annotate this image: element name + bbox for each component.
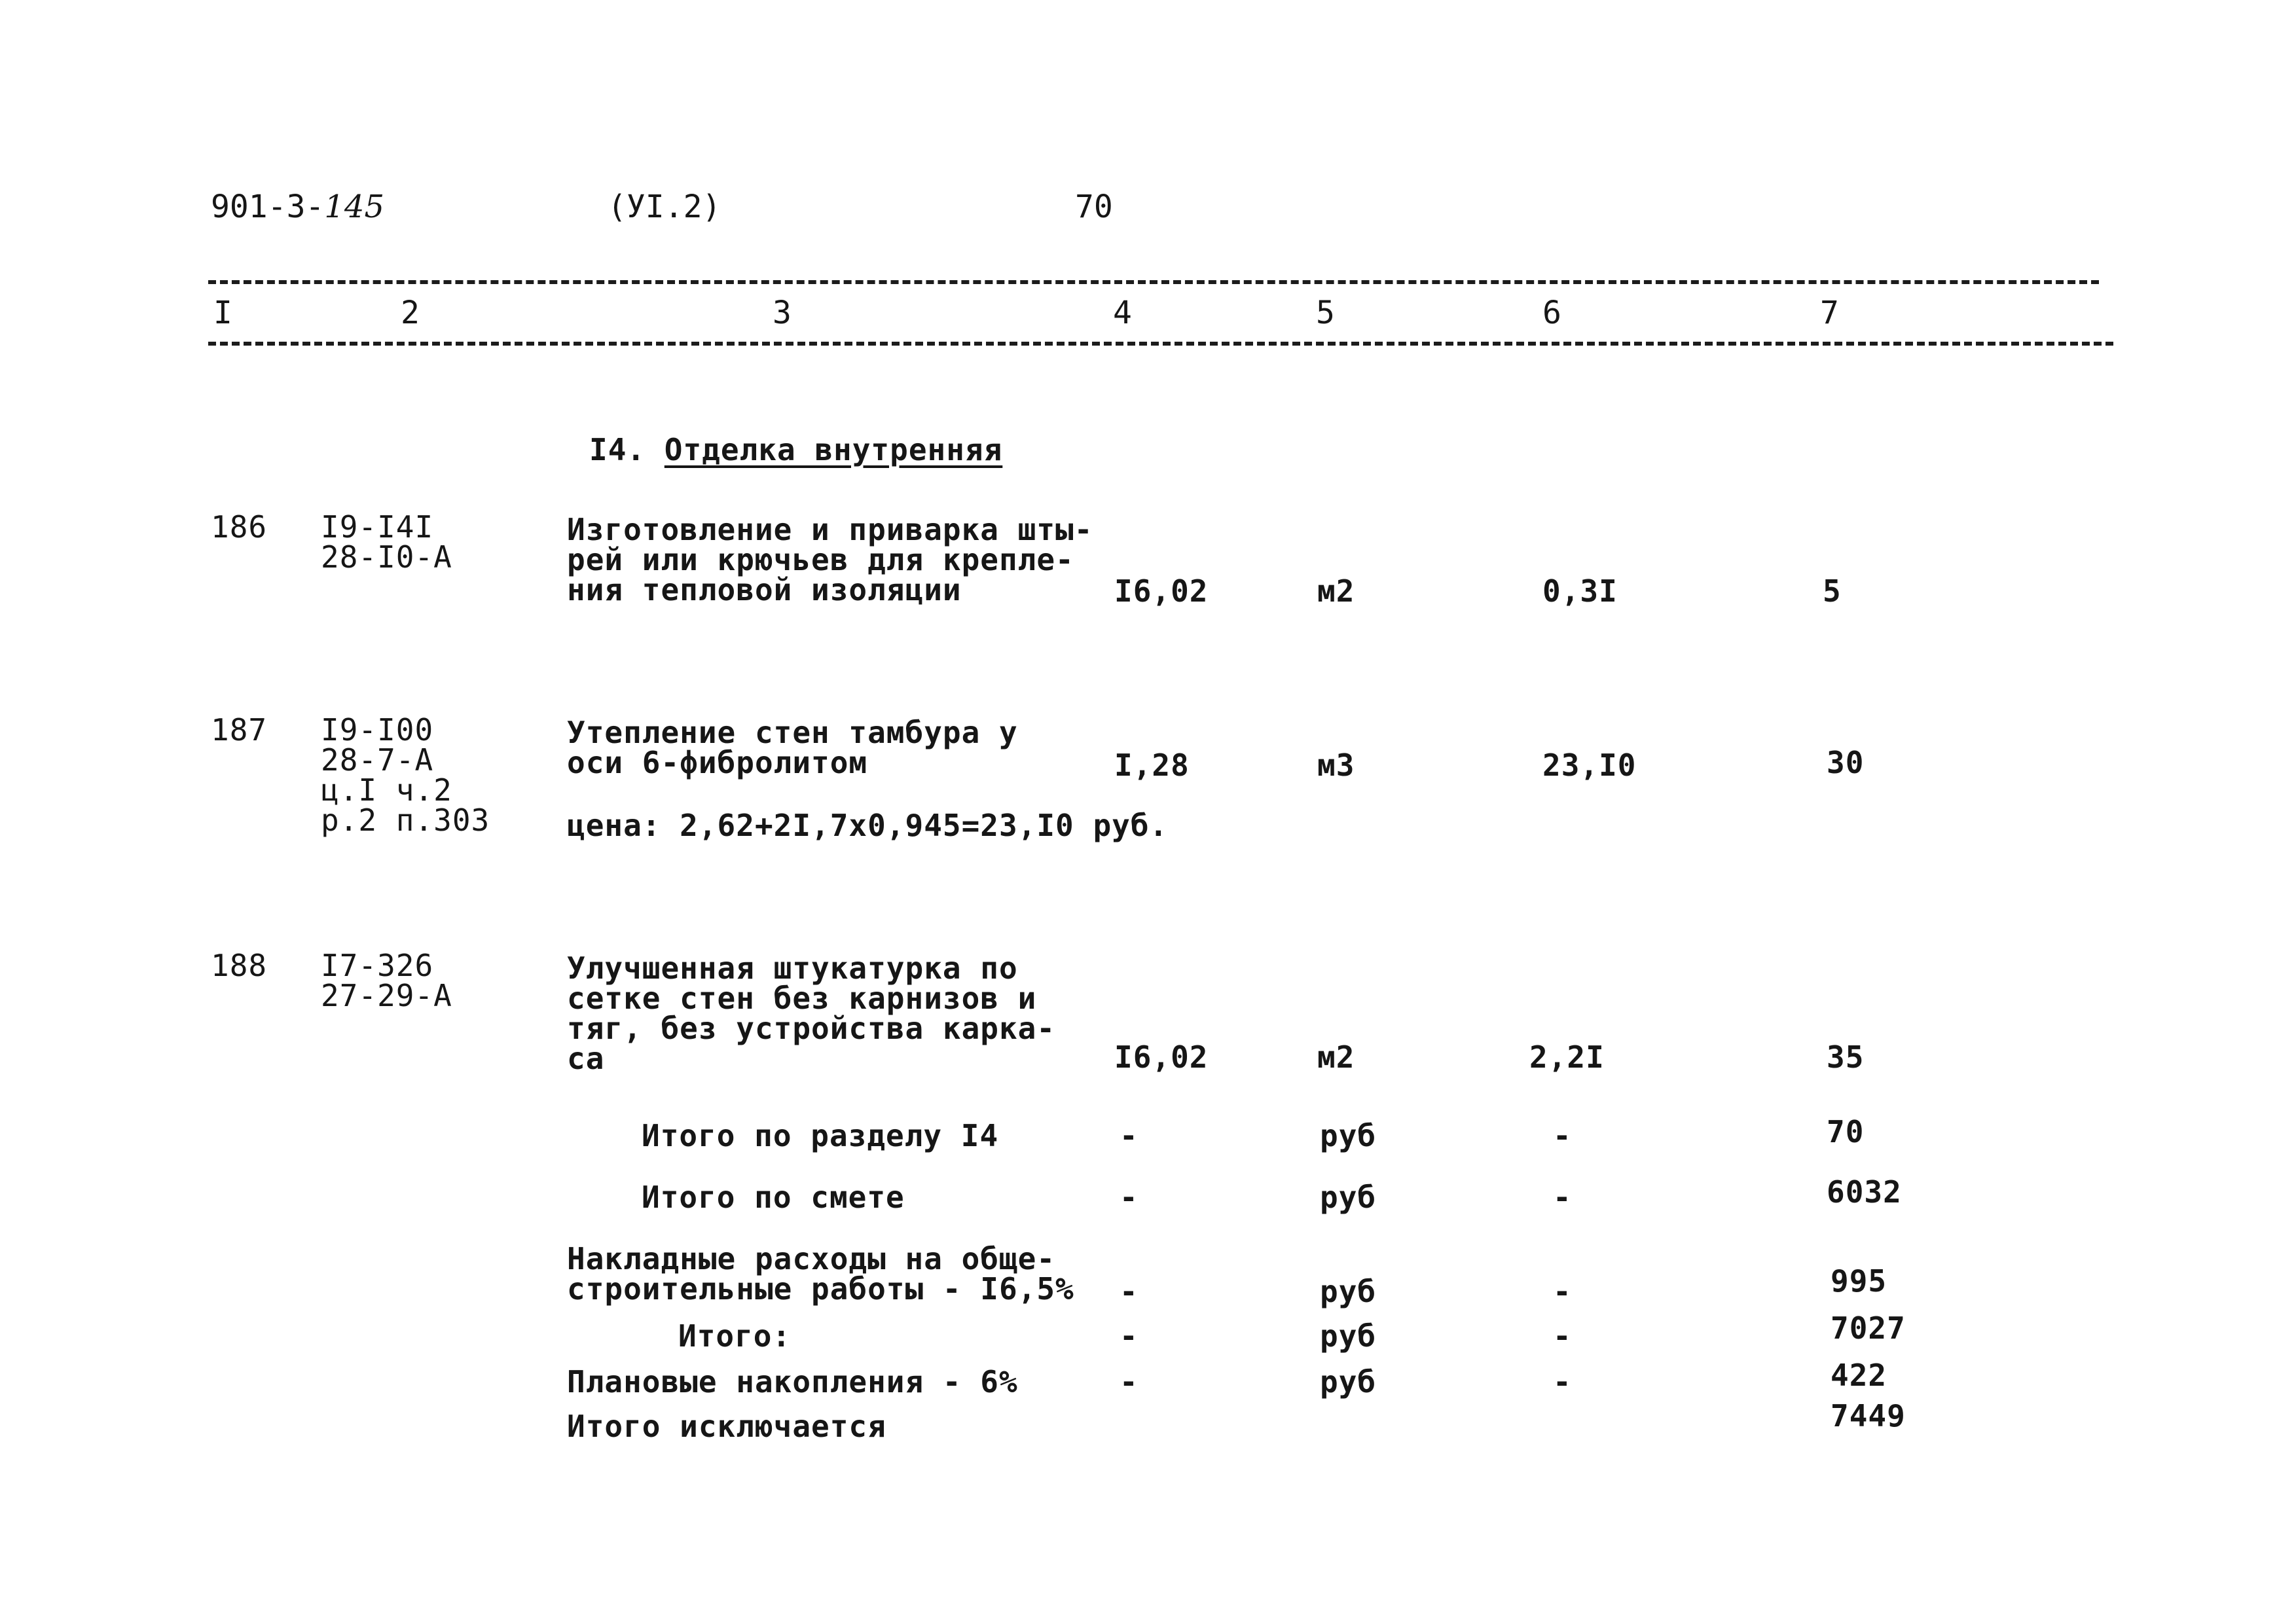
summary-label: Итого исключается	[567, 1409, 886, 1444]
row-number: 188	[211, 948, 268, 983]
section-title-text: Отделка внутренняя	[664, 432, 1003, 467]
row-reference-1: I9-I00	[321, 712, 434, 748]
column-header-bottom-rule	[208, 342, 2113, 346]
summary-label: Плановые накопления - 6%	[567, 1364, 1018, 1399]
summary-label-line-2: строительные работы - I6,5%	[567, 1271, 1074, 1307]
row-unit-price: 23,I0	[1542, 748, 1637, 783]
row-description-line-2: сетке стен без карнизов и	[567, 981, 1037, 1016]
row-unit: м2	[1317, 1039, 1355, 1075]
row-description-line-1: Изготовление и приварка шты-	[567, 512, 1093, 547]
summary-quantity: -	[1120, 1318, 1139, 1354]
document-code-typed: 901-3-	[211, 189, 325, 225]
row-total: 30	[1827, 745, 1865, 780]
summary-quantity: -	[1120, 1364, 1139, 1399]
row-price-note: цена: 2,62+2I,7х0,945=23,I0 руб.	[567, 808, 1169, 843]
summary-total: 995	[1831, 1263, 1887, 1299]
summary-total: 422	[1831, 1358, 1887, 1393]
row-unit-price: 0,3I	[1542, 573, 1618, 609]
row-description-line-3: тяг, без устройства карка-	[567, 1011, 1056, 1046]
summary-price: -	[1553, 1180, 1572, 1215]
document-code-handwritten: 145	[324, 189, 385, 225]
row-reference-4: р.2 п.303	[321, 803, 490, 838]
summary-total: 7449	[1831, 1398, 1906, 1434]
section-title	[589, 432, 1003, 467]
summary-price: -	[1553, 1318, 1572, 1354]
row-reference-2: 28-I0-А	[321, 539, 452, 575]
summary-label-line-1: Накладные расходы на обще-	[567, 1241, 1056, 1276]
row-unit: м2	[1317, 573, 1355, 609]
column-number-1: I	[213, 295, 232, 331]
row-quantity: I6,02	[1114, 573, 1209, 609]
row-reference-2: 27-29-А	[321, 978, 452, 1013]
row-description-line-1: Утепление стен тамбура у	[567, 715, 1018, 750]
row-description-line-2: оси 6-фибролитом	[567, 745, 868, 780]
row-description-line-4: са	[567, 1041, 605, 1076]
row-quantity: I6,02	[1114, 1039, 1209, 1075]
summary-quantity: -	[1120, 1180, 1139, 1215]
section-title-number: I4.	[589, 432, 646, 467]
section-reference: (УI.2)	[608, 189, 721, 225]
row-description-line-1: Улучшенная штукатурка по	[567, 950, 1018, 986]
row-total: 35	[1827, 1039, 1865, 1075]
page-number: 70	[1075, 189, 1113, 225]
row-unit-price: 2,2I	[1529, 1039, 1605, 1075]
row-total: 5	[1823, 573, 1842, 609]
column-number-2: 2	[401, 295, 420, 331]
row-description-line-3: ния тепловой изоляции	[567, 572, 962, 607]
summary-unit: руб	[1320, 1118, 1377, 1153]
row-unit: м3	[1317, 748, 1355, 783]
row-reference-3: ц.I ч.2	[321, 772, 452, 808]
summary-total: 70	[1827, 1114, 1865, 1149]
summary-price: -	[1553, 1364, 1572, 1399]
summary-label: Итого по смете	[642, 1180, 905, 1215]
document-code	[211, 191, 384, 223]
summary-price: -	[1553, 1118, 1572, 1153]
column-number-3: 3	[773, 295, 792, 331]
summary-total: 6032	[1827, 1174, 1902, 1210]
row-description-line-2: рей или крючьев для крепле-	[567, 542, 1074, 577]
row-reference-1: I7-326	[321, 948, 434, 983]
row-quantity: I,28	[1114, 748, 1190, 783]
column-number-4: 4	[1113, 295, 1132, 331]
column-number-5: 5	[1316, 295, 1335, 331]
row-number: 187	[211, 712, 268, 748]
summary-unit: руб	[1320, 1364, 1377, 1399]
row-reference-1: I9-I4I	[321, 509, 434, 545]
column-number-7: 7	[1820, 295, 1839, 331]
column-header-top-rule	[208, 280, 2099, 284]
summary-unit: руб	[1320, 1180, 1377, 1215]
summary-label: Итого:	[678, 1318, 792, 1354]
column-number-6: 6	[1542, 295, 1561, 331]
row-reference-2: 28-7-А	[321, 742, 434, 778]
summary-quantity: -	[1120, 1274, 1139, 1309]
summary-price: -	[1553, 1274, 1572, 1309]
summary-unit: руб	[1320, 1274, 1377, 1309]
row-number: 186	[211, 509, 268, 545]
summary-total: 7027	[1831, 1310, 1906, 1346]
summary-unit: руб	[1320, 1318, 1377, 1354]
summary-quantity: -	[1120, 1118, 1139, 1153]
summary-label: Итого по разделу I4	[642, 1118, 999, 1153]
